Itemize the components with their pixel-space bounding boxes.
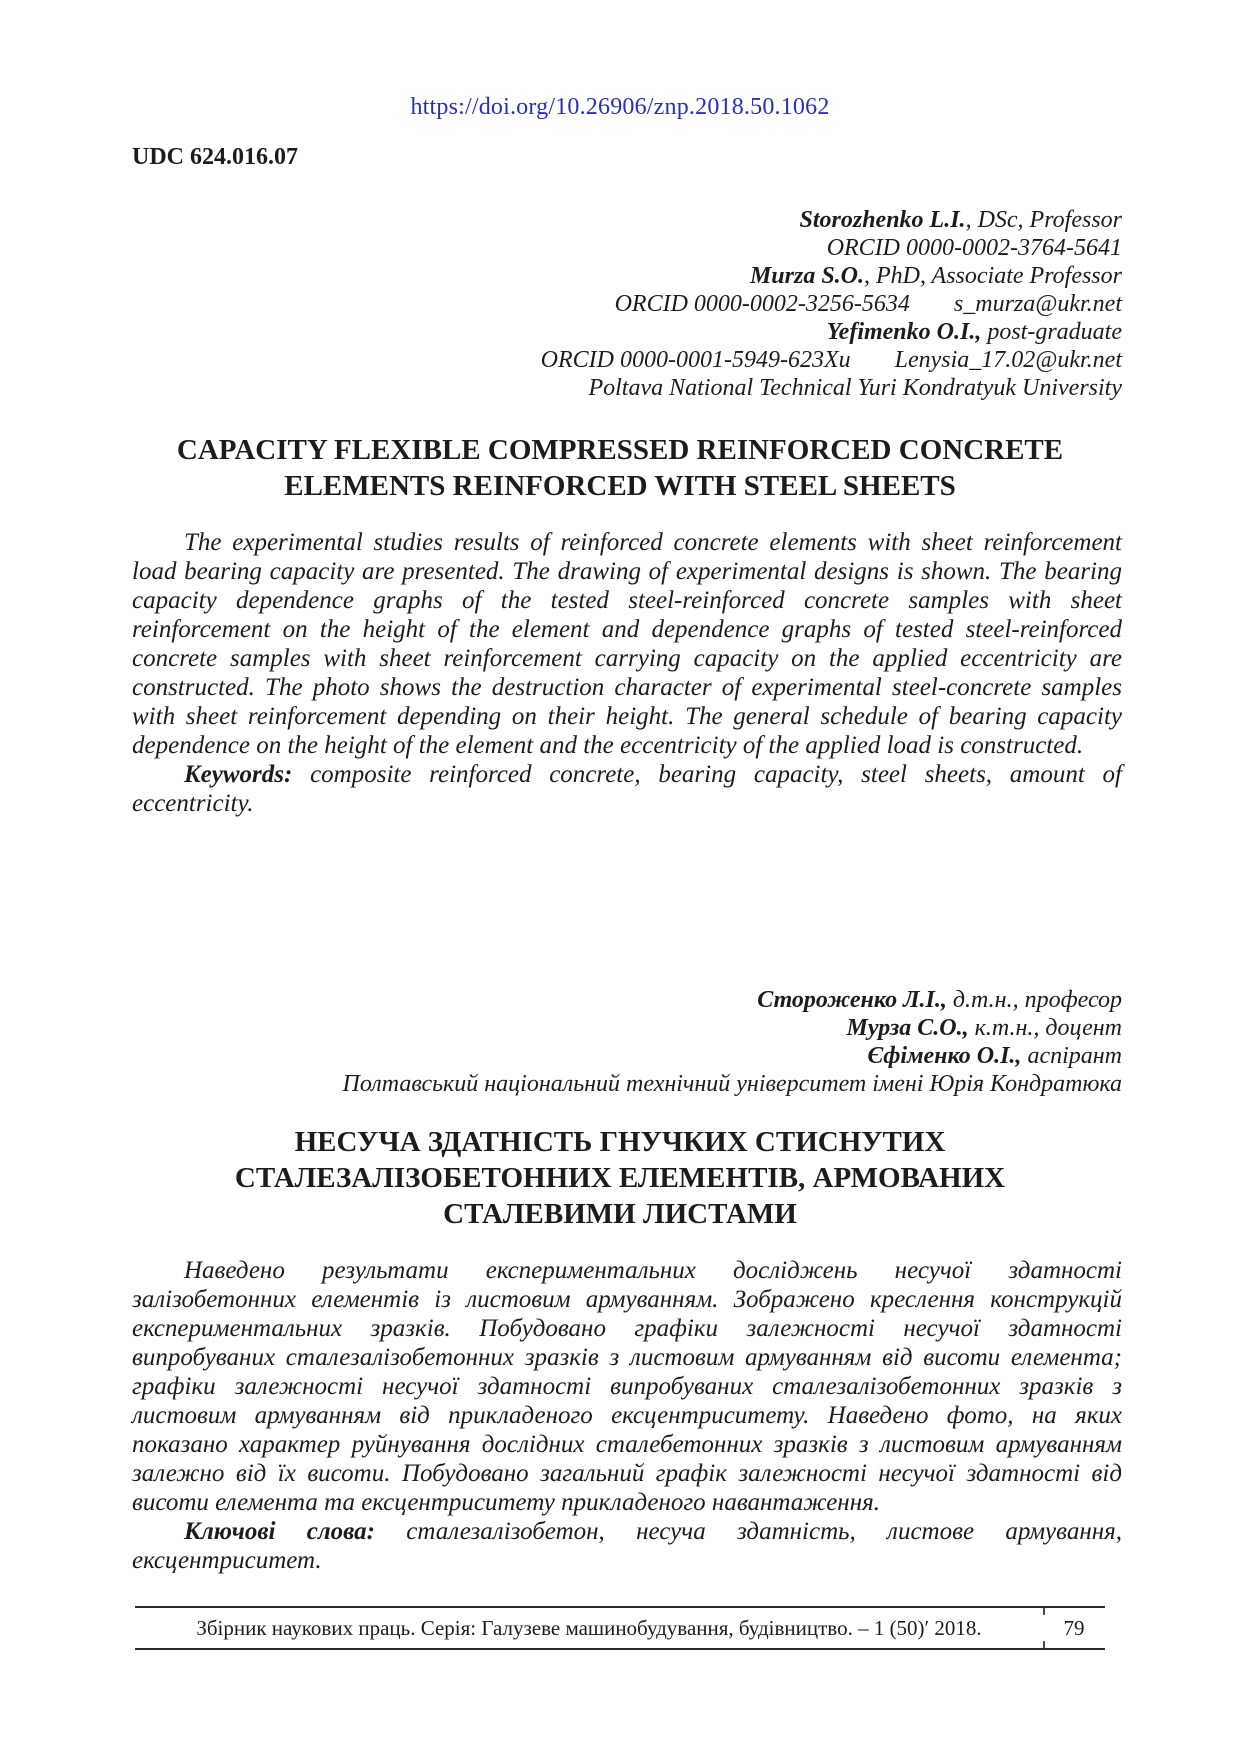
author-name: Єфіменко О.І., <box>867 1043 1022 1069</box>
authors-block-en <box>541 206 1122 402</box>
author-line <box>343 986 1122 1014</box>
doi-link[interactable]: https://doi.org/10.26906/znp.2018.50.1062 <box>410 94 830 120</box>
page-title-en <box>125 432 1115 504</box>
author-name: Стороженко Л.І., <box>757 987 947 1013</box>
affiliation-line <box>343 1070 1122 1098</box>
author-name: Murza S.O. <box>749 263 864 289</box>
footer-journal-line: Збірник наукових праць. Серія: Галузеве машинобудування, будівництво. – 1 (50)′ 2018. <box>196 1615 982 1640</box>
author-email: s_murza@ukr.net <box>953 291 1122 317</box>
keywords-label: Keywords: <box>184 761 293 788</box>
author-name: Мурза С.О., <box>846 1015 969 1041</box>
author-line <box>343 1042 1122 1070</box>
footer <box>135 1606 1105 1650</box>
udc-label: UDC 624.016.07 <box>132 144 298 170</box>
author-orcid-line <box>541 346 1122 374</box>
footer-divider-tick <box>1043 1641 1045 1648</box>
abstract-en <box>132 528 1122 818</box>
author-role: post-graduate <box>981 319 1122 345</box>
author-line <box>541 318 1122 346</box>
author-orcid: ORCID 0000-0001-5949-623Xu <box>540 347 851 373</box>
title-line: НЕСУЧА ЗДАТНІСТЬ ГНУЧКИХ СТИСНУТИХ <box>294 1126 946 1158</box>
author-orcid-line <box>541 234 1122 262</box>
author-orcid: ORCID 0000-0002-3256-5634 <box>614 291 910 317</box>
abstract-en-paragraph: The experimental studies results of reinforced concrete elements with sheet reinforcement load bearing capacity are presented. The drawing of experimental designs is shown. The bearing capacity dependence graphs of the tested steel-reinforced concrete samples with sheet reinforcement on the height of the element and dependence graphs of tested steel-reinforced concrete samples with sheet reinforcement carrying capacity on the applied eccentricity are constructed. The photo shows the destruction character of experimental steel-concrete samples with sheet reinforcement depending on their height. The general schedule of bearing capacity dependence on the height of the element and the eccentricity of the applied load is constructed. <box>132 529 1122 759</box>
title-line: СТАЛЕЗАЛІЗОБЕТОННИХ ЕЛЕМЕНТІВ, АРМОВАНИХ <box>234 1162 1006 1194</box>
footer-page-number: 79 <box>1063 1615 1085 1640</box>
affiliation: Poltava National Technical Yuri Kondratyuk University <box>588 375 1122 401</box>
title-line: CAPACITY FLEXIBLE COMPRESSED REINFORCED CONCRETE <box>176 434 1064 466</box>
keywords-text: сталезалізобетон, несуча здатність, листове армування, ексцентриситет. <box>132 1518 1122 1574</box>
footer-divider-tick <box>1043 1608 1045 1615</box>
title-line: СТАЛЕВИМИ ЛИСТАМИ <box>443 1198 797 1230</box>
author-line <box>541 206 1122 234</box>
page-title-ua <box>125 1124 1115 1232</box>
authors-block-ua <box>343 986 1122 1098</box>
affiliation: Полтавський національний технічний університет імені Юрія Кондратюка <box>342 1071 1122 1097</box>
author-role: д.т.н., професор <box>946 987 1122 1013</box>
author-role: , DSc, Professor <box>965 207 1122 233</box>
author-email: Lenysia_17.02@ukr.net <box>894 347 1122 373</box>
author-line <box>343 1014 1122 1042</box>
affiliation-line <box>541 374 1122 402</box>
author-role: к.т.н., доцент <box>968 1015 1122 1041</box>
title-line: ELEMENTS REINFORCED WITH STEEL SHEETS <box>284 470 956 502</box>
author-role: , PhD, Associate Professor <box>864 263 1122 289</box>
keywords-text: composite reinforced concrete, bearing capacity, steel sheets, amount of eccentricity. <box>132 761 1122 817</box>
keywords-en-paragraph <box>132 760 1122 818</box>
author-line <box>541 262 1122 290</box>
author-name: Storozhenko L.I. <box>799 207 966 233</box>
keywords-ua-paragraph <box>132 1517 1122 1575</box>
abstract-ua <box>132 1256 1122 1575</box>
keywords-label: Ключові слова: <box>184 1518 375 1545</box>
author-name: Yefimenko O.I., <box>826 319 982 345</box>
abstract-ua-paragraph: Наведено результати експериментальних досліджень несучої здатності залізобетонних елементів із листовим армуванням. Зображено креслення конструкцій експериментальних зразків. Побудовано графіки залежності несучої здатності випробуваних сталезалізобетонних зразків з листовим армуванням від висоти елемента; графіки залежності несучої здатності випробуваних сталезалізобетонних зразків з листовим армуванням від прикладеного ексцентриситету. Наведено фото, на яких показано характер руйнування дослідних сталебетонних зразків з листовим армуванням залежно від їх висоти. Побудовано загальний графік залежності несучої здатності від висоти елемента та ексцентриситету прикладеного навантаження. <box>132 1257 1122 1516</box>
author-role: аспірант <box>1021 1043 1122 1069</box>
author-orcid-line <box>541 290 1122 318</box>
doi-line <box>0 94 1240 121</box>
author-orcid: ORCID 0000-0002-3764-5641 <box>826 235 1122 261</box>
